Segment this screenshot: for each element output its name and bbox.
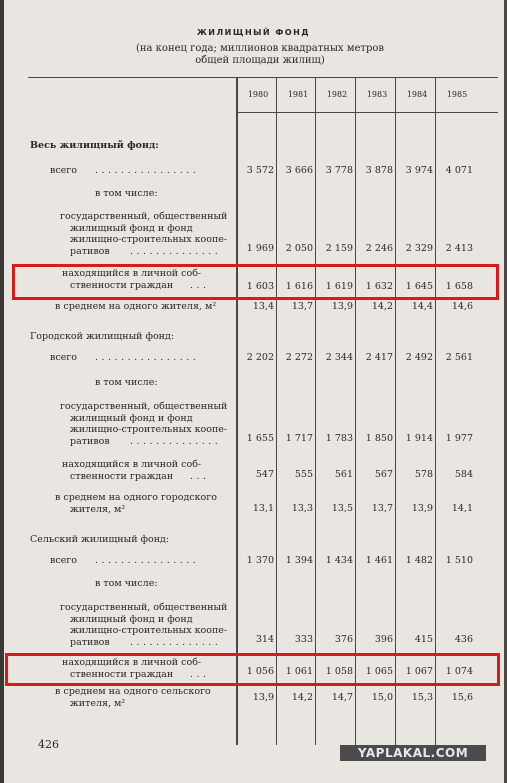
- private-value: 1 058: [325, 666, 353, 677]
- dot-leader: ................: [95, 555, 200, 566]
- total-value: 2 202: [246, 352, 274, 363]
- watermark: YAPLAKAL.COM: [340, 745, 486, 761]
- row-label-total: всего: [50, 555, 77, 566]
- row-label-state: государственный, общественный: [60, 602, 228, 613]
- dot-leader: ..............: [130, 636, 222, 648]
- dot-leader: ..............: [130, 245, 222, 257]
- section-heading: Весь жилищный фонд:: [30, 140, 159, 151]
- total-value: 1 461: [365, 555, 393, 566]
- row-label-private: ственности граждан: [70, 279, 174, 291]
- state-value: 1 850: [365, 433, 393, 444]
- per-capita-value: 13,3: [291, 503, 313, 514]
- row-label-state: жилищный фонд и фонд: [70, 613, 193, 625]
- per-capita-value: 15,0: [371, 692, 393, 703]
- total-value: 3 666: [285, 165, 313, 176]
- dot-leader: ................: [95, 352, 200, 363]
- private-value: 547: [255, 469, 274, 480]
- state-value: 415: [414, 634, 433, 645]
- including-note: в том числе:: [95, 578, 158, 589]
- state-value: 314: [255, 634, 274, 645]
- total-value: 2 492: [405, 352, 433, 363]
- per-capita-value: 13,9: [252, 692, 274, 703]
- row-label-per-capita: жителя, м²: [70, 697, 126, 709]
- dot-leader: ................: [95, 165, 200, 176]
- highlight-box: [12, 264, 499, 300]
- private-value: 1 658: [445, 281, 473, 292]
- dot-leader: ...: [190, 279, 210, 291]
- row-label-total: всего: [50, 165, 77, 176]
- state-value: 1 717: [285, 433, 313, 444]
- year-header-1980: 1980: [247, 90, 269, 99]
- per-capita-value: 14,1: [451, 503, 473, 514]
- state-value: 1 977: [445, 433, 473, 444]
- including-note: в том числе:: [95, 188, 158, 199]
- per-capita-value: 13,9: [331, 301, 353, 312]
- row-label-state: жилищный фонд и фонд: [70, 412, 193, 424]
- including-note: в том числе:: [95, 377, 158, 388]
- row-label-private: ственности граждан: [70, 470, 174, 482]
- private-value: 555: [294, 469, 313, 480]
- state-value: 1 655: [246, 433, 274, 444]
- state-value: 2 050: [285, 243, 313, 254]
- private-value: 1 056: [246, 666, 274, 677]
- year-header-1983: 1983: [366, 90, 388, 99]
- per-capita-value: 14,4: [411, 301, 433, 312]
- per-capita-value: 13,4: [252, 301, 274, 312]
- private-value: 584: [454, 469, 473, 480]
- row-label-state: жилищный фонд и фонд: [70, 222, 193, 234]
- row-label-state: ративов: [70, 245, 110, 257]
- row-label-per-capita: в среднем на одного жителя, м²: [55, 301, 217, 312]
- per-capita-value: 13,7: [371, 503, 393, 514]
- private-value: 1 603: [246, 281, 274, 292]
- per-capita-value: 15,3: [411, 692, 433, 703]
- state-value: 1 783: [325, 433, 353, 444]
- row-label-state: государственный, общественный: [60, 401, 228, 412]
- year-header-1982: 1982: [326, 90, 348, 99]
- year-header-1981: 1981: [287, 90, 309, 99]
- scan-border-left: [0, 0, 4, 783]
- total-value: 1 370: [246, 555, 274, 566]
- row-label-private: находящийся в личной соб-: [62, 657, 202, 668]
- dot-leader: ..............: [130, 435, 222, 447]
- row-label-state: жилищно-строительных коопе-: [70, 625, 228, 636]
- private-value: 1 061: [285, 666, 313, 677]
- state-value: 2 159: [325, 243, 353, 254]
- state-value: 436: [454, 634, 473, 645]
- row-label-state: государственный, общественный: [60, 211, 228, 222]
- state-value: 2 329: [405, 243, 433, 254]
- row-label-private: ственности граждан: [70, 668, 174, 680]
- total-value: 1 394: [285, 555, 313, 566]
- per-capita-value: 14,2: [371, 301, 393, 312]
- state-value: 1 914: [405, 433, 433, 444]
- per-capita-value: 14,7: [331, 692, 353, 703]
- state-value: 2 413: [445, 243, 473, 254]
- state-value: 2 246: [365, 243, 393, 254]
- total-value: 3 878: [365, 165, 393, 176]
- state-value: 396: [374, 634, 393, 645]
- row-label-per-capita: в среднем на одного сельского: [55, 686, 211, 697]
- total-value: 3 572: [246, 165, 274, 176]
- row-label-private: находящийся в личной соб-: [62, 459, 202, 470]
- table-title: ЖИЛИЩНЫЙ ФОНД: [197, 28, 310, 37]
- dot-leader: ...: [190, 470, 210, 482]
- total-value: 3 778: [325, 165, 353, 176]
- private-value: 578: [414, 469, 433, 480]
- table-subtitle-line-2: общей площади жилищ): [195, 55, 325, 66]
- total-value: 3 974: [405, 165, 433, 176]
- total-value: 2 417: [365, 352, 393, 363]
- private-value: 1 074: [445, 666, 473, 677]
- state-value: 1 969: [246, 243, 274, 254]
- total-value: 4 071: [445, 165, 473, 176]
- private-value: 1 616: [285, 281, 313, 292]
- private-value: 1 067: [405, 666, 433, 677]
- per-capita-value: 13,1: [252, 503, 274, 514]
- total-value: 2 561: [445, 352, 473, 363]
- section-heading: Городской жилищный фонд:: [30, 331, 175, 342]
- per-capita-value: 14,2: [291, 692, 313, 703]
- year-header-1984: 1984: [406, 90, 428, 99]
- private-value: 1 619: [325, 281, 353, 292]
- section-heading: Сельский жилищный фонд:: [30, 534, 170, 545]
- page-number: 426: [38, 738, 59, 751]
- private-value: 1 065: [365, 666, 393, 677]
- private-value: 1 645: [405, 281, 433, 292]
- per-capita-value: 13,9: [411, 503, 433, 514]
- private-value: 1 632: [365, 281, 393, 292]
- per-capita-value: 15,6: [451, 692, 473, 703]
- row-label-total: всего: [50, 352, 77, 363]
- total-value: 1 482: [405, 555, 433, 566]
- table-subtitle-line-1: (на конец года; миллионов квадратных метров: [135, 43, 385, 54]
- header-bottom-rule: [238, 112, 498, 113]
- row-label-state: ративов: [70, 636, 110, 648]
- state-value: 376: [334, 634, 353, 645]
- row-label-state: жилищно-строительных коопе-: [70, 424, 228, 435]
- year-header-1985: 1985: [446, 90, 468, 99]
- row-label-state: ративов: [70, 435, 110, 447]
- row-label-per-capita: в среднем на одного городского: [55, 492, 217, 503]
- state-value: 333: [294, 634, 313, 645]
- total-value: 1 434: [325, 555, 353, 566]
- per-capita-value: 13,7: [291, 301, 313, 312]
- total-value: 1 510: [445, 555, 473, 566]
- private-value: 567: [374, 469, 393, 480]
- total-value: 2 272: [285, 352, 313, 363]
- dot-leader: ...: [190, 668, 210, 680]
- row-label-state: жилищно-строительных коопе-: [70, 234, 228, 245]
- per-capita-value: 14,6: [451, 301, 473, 312]
- row-label-per-capita: жителя, м²: [70, 503, 126, 515]
- row-label-private: находящийся в личной соб-: [62, 268, 202, 279]
- highlight-box: [5, 653, 500, 686]
- private-value: 561: [334, 469, 353, 480]
- table-top-rule: [28, 77, 498, 78]
- per-capita-value: 13,5: [331, 503, 353, 514]
- total-value: 2 344: [325, 352, 353, 363]
